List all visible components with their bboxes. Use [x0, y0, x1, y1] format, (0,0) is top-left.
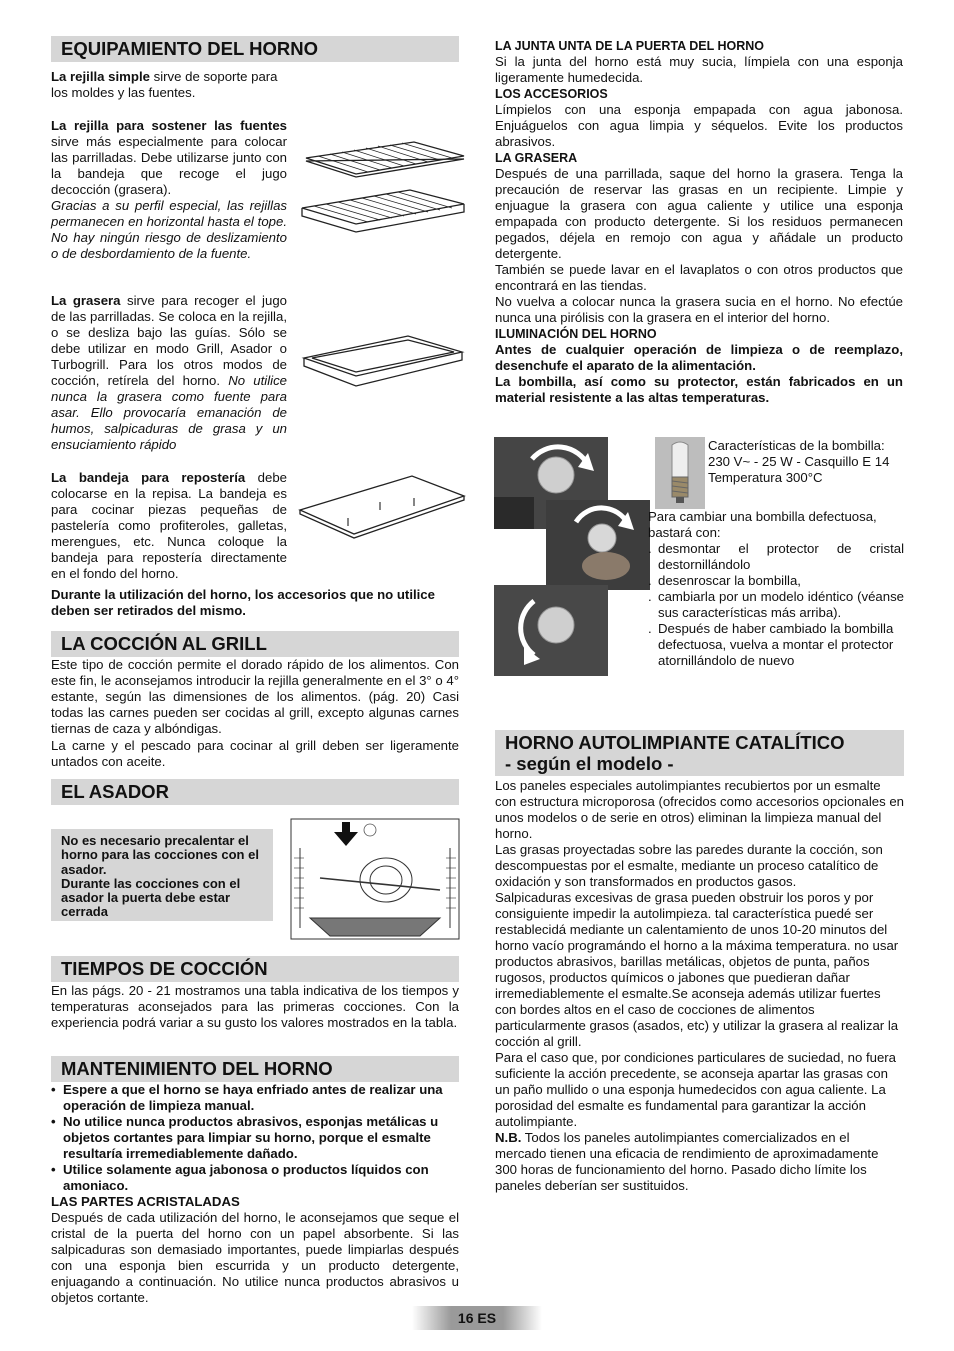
section-title-grill: LA COCCIÓN AL GRILL	[51, 631, 459, 657]
bandeja-desc: debe colocarse en la repisa. La bandeja es para cocinar piezas pequeñas de pastelería como profiteroles, galletas, merengues, etc. Nunca coloque la bandeja para repostería directamente en el fondo del horno.	[51, 470, 287, 581]
mantenimiento-bullet-2: • No utilice nunca productos abrasivos, esponjas metálicas u objetos cortantes para limpiar su horno, porque el esmalte resultaría irremediablemente dañado.	[63, 1114, 473, 1162]
grasera-label: La grasera	[51, 293, 121, 308]
rejilla-simple-text	[51, 69, 289, 101]
tiempos-paragraph: En las págs. 20 - 21 mostramos una tabla indicativa de los tiempos y temperaturas aconsejados para las primeras cocciones. Con la experiencia podrá variar a su gusto los valores mostrados en la tabla.	[51, 983, 459, 1030]
asador-note-2: Durante las cocciones con el asador la puerta debe estar cerrada	[61, 875, 241, 920]
bulb-spec-3: Temperatura 300°C	[708, 470, 823, 485]
bulb-spec-2: 230 V~ - 25 W - Casquillo E 14	[708, 454, 890, 469]
grasera-illustration	[298, 330, 466, 392]
junta-title: LA JUNTA UNTA DE LA PUERTA DEL HORNO	[495, 39, 764, 53]
grasera-desc: sirve para recoger el jugo de las parrilladas. Se coloca en la rejilla, o se desliza bajo las guías. Sólo se debe utilizar en modo Grill, Asador o Turbogrill. Para los otros modos de cocción, retírela del horno.	[51, 293, 287, 388]
rejilla-fuentes-desc: sirve más especialmente para colocar las parrilladas. Debe utilizarse junto con la bandeja que recoge el jugo decocción (grasera).	[51, 134, 287, 197]
iluminacion-title: ILUMINACIÓN DEL HORNO	[495, 327, 657, 341]
accesorios-text: Límpielos con una esponja empapada con agua jabonosa. Enjuáguelos con agua limpia y séquelos. Evite los productos abrasivos.	[495, 102, 903, 149]
grasera-italic: No utilice nunca la grasera como fuente para asar. Ello provocaría emanación de humos, salpicaduras de grasa y un ensuciamiento rápido	[51, 373, 287, 452]
accessories-warning: Durante la utilización del horno, los accesorios que no utilice deben ser retirados del mismo.	[51, 587, 435, 618]
catalitico-body	[495, 778, 904, 1194]
asador-illustration	[290, 818, 460, 940]
grasera-text	[51, 293, 287, 453]
rejilla-fuentes-italic: Gracias a su perfil especial, las rejillas permanecen en horizontal hasta el tope. No hay ningún riesgo de deslizamiento o de desbordamiento de la fuente.	[51, 198, 287, 261]
section-title-mantenimiento: MANTENIMIENTO DEL HORNO	[51, 1056, 459, 1082]
section-title-asador: EL ASADOR	[51, 779, 459, 805]
acristaladas-paragraph: Después de cada utilización del horno, le aconsejamos que seque el cristal de la puerta del horno con un papel absorbente. Si las salpicaduras son demasiado importantes, puede limpiarlas después con una esponja bien escurrida y un producto detergente, enjuagando a continuación. No utilice nunca productos abrasivos u objetos cortante.	[51, 1210, 459, 1305]
bandeja-text	[51, 470, 287, 582]
bulb-photo-3	[494, 585, 608, 676]
acristaladas-title: LAS PARTES ACRISTALADAS	[51, 1194, 240, 1209]
section-title-tiempos: TIEMPOS DE COCCIÓN	[51, 956, 459, 982]
bulb-step-1: . desmontar el protector de cristal destornillándolo	[648, 541, 904, 573]
grasera-clean-title: LA GRASERA	[495, 151, 578, 165]
section-title-catalitico	[495, 730, 904, 776]
grill-paragraph-1: Este tipo de cocción permite el dorado rápido de los alimentos. Con este fin, le aconsejamos introducir la rejilla generalmente en el 3° o 4° estante, según las dimensiones de los alimentos. (pág. 20) Casi todas las carnes pueden ser cocidas al grill, excepto algunas carnes tiernas de caza y albóndigas.	[51, 657, 459, 736]
rejilla-simple-desc: sirve de soporte para los moldes y las fuentes.	[51, 69, 278, 100]
iluminacion-warning-2: La bombilla, así como su protector, están fabricados en un material resistente a las altas temperaturas.	[495, 374, 903, 405]
catalitico-title-line-2: - según el modelo -	[505, 753, 674, 774]
nb-text: Todos los paneles autolimpiantes comercializados en el mercado tienen una eficacia de rendimiento de aproximadamente 300 horas de funcionamiento del horno. Pasado dicho límite los paneles deberían ser sustituidos.	[495, 1130, 879, 1193]
bulb-spec-1: Características de la bombilla:	[708, 438, 885, 453]
catalitico-p3: Salpicaduras excesivas de grasa pueden obstruir los poros y por consiguiente impedir la autolimpieza. tal característica puedé ser restablecidá mediante un calentamiento de unos 10-20 minutos del horno vacío programándo el horno a la máxima temperatura. no usar productos abrasivos, barillas metálicas, objetos de punta, paños rugosos, productos químicos o jabones que puedieran dañar irremediablemente el esmalte.Se aconseja además utilizar fuertes con bordes altos en el caso de cocciones de alimentos particularmente grasos (asados, etc) y utilizar la grasera al realizar la cocción al grill.	[495, 890, 899, 1049]
catalitico-p1: Los paneles especiales autolimpiantes recubiertos por un esmalte con estructura microporosa (ofrecidos como accesorios opcionales en unos modelos o de serie en otros) eliminan la limpieza manual del horno.	[495, 778, 905, 841]
bulb-specs	[708, 438, 908, 486]
asador-note-box	[51, 829, 273, 921]
mantenimiento-bullet-3: • Utilice solamente agua jabonosa o productos líquidos con amoniaco.	[63, 1162, 473, 1194]
rotate-arrow-icon	[494, 585, 608, 676]
bulb-step-4: . Después de haber cambiado la bombilla defectuosa, vuelva a montar el protector atornillándolo de nuevo	[648, 621, 904, 669]
catalitico-p4: Para el caso que, por condiciones particulares de suciedad, no fuera suficiente la acción precedente, se aconseja apartar las grasas con un paño mullido o una esponja humedecidos con agua caliente. La porosidad del esmalte es fundamental para garantizar la acción autolimpiante.	[495, 1050, 897, 1129]
grasera-clean-p2: También se puede lavar en el lavaplatos o con otros productos que encontrará en las tiendas.	[495, 262, 903, 293]
junta-text: Si la junta del horno está muy sucia, límpiela con una esponja ligeramente humedecida.	[495, 54, 903, 85]
grasera-clean-p3: No vuelva a colocar nunca la grasera sucia en el horno. No efectúe nunca una pirólisis con la grasera en el interior del horno.	[495, 294, 903, 325]
bulb-step-2: . desenroscar la bombilla,	[648, 573, 904, 589]
page-number: 16 ES	[412, 1306, 542, 1330]
accesorios-title: LOS ACCESORIOS	[495, 87, 608, 101]
rejilla-fuentes-text	[51, 118, 287, 262]
light-bulb-icon	[655, 437, 705, 509]
catalitico-p2: Las grasas proyectadas sobre las paredes durante la cocción, son descompuestas por el esmalte, mediante un proceso catalítico de oxidación y son transformados en productos gasos.	[495, 842, 883, 889]
bulb-change-instructions	[648, 509, 904, 669]
mantenimiento-bullets	[49, 1082, 473, 1194]
rotate-arrow-icon	[546, 500, 650, 590]
catalitico-title-line-1: HORNO AUTOLIMPIANTE CATALÍTICO	[505, 732, 845, 753]
grasera-clean-p1: Después de una parrillada, saque del horno la grasera. Tenga la precaución de reservar las grasas en un recipiente. Limpie y enjuague la grasera con agua caliente y utilice una esponja empapada con producto detergente. Si los residuos permanecen pegados, déjela en remojo con agua y añádale un producto detergente.	[495, 166, 903, 261]
bulb-change-intro: Para cambiar una bombilla defectuosa, bastará con:	[648, 509, 877, 540]
rejilla-fuentes-label: La rejilla para sostener las fuentes	[51, 118, 287, 133]
bulb-photo-2	[546, 500, 650, 590]
asador-note-1: No es necesario precalentar el horno para las cocciones con el asador.	[61, 833, 259, 877]
rejilla-simple-label: La rejilla simple	[51, 69, 150, 84]
bandeja-label: La bandeja para repostería	[51, 470, 246, 485]
mantenimiento-bullet-1: • Espere a que el horno se haya enfriado antes de realizar una operación de limpieza manual.	[63, 1082, 473, 1114]
catalitico-nb	[495, 1130, 904, 1194]
bulb-image	[655, 437, 705, 509]
grill-paragraph-2: La carne y el pescado para cocinar al grill deben ser ligeramente untados con aceite.	[51, 738, 459, 769]
iluminacion-warning-1: Antes de cualquier operación de limpieza o de reemplazo, desenchufe el aparato de la alimentación.	[495, 342, 903, 373]
nb-label: N.B.	[495, 1130, 522, 1145]
bulb-step-3: . cambiarla por un modelo idéntico (véanse sus características más arriba).	[648, 589, 904, 621]
right-column-top	[495, 38, 903, 406]
bandeja-illustration	[296, 472, 466, 542]
section-title-equipamiento: EQUIPAMIENTO DEL HORNO	[51, 36, 459, 62]
rejillas-illustration	[296, 138, 468, 238]
